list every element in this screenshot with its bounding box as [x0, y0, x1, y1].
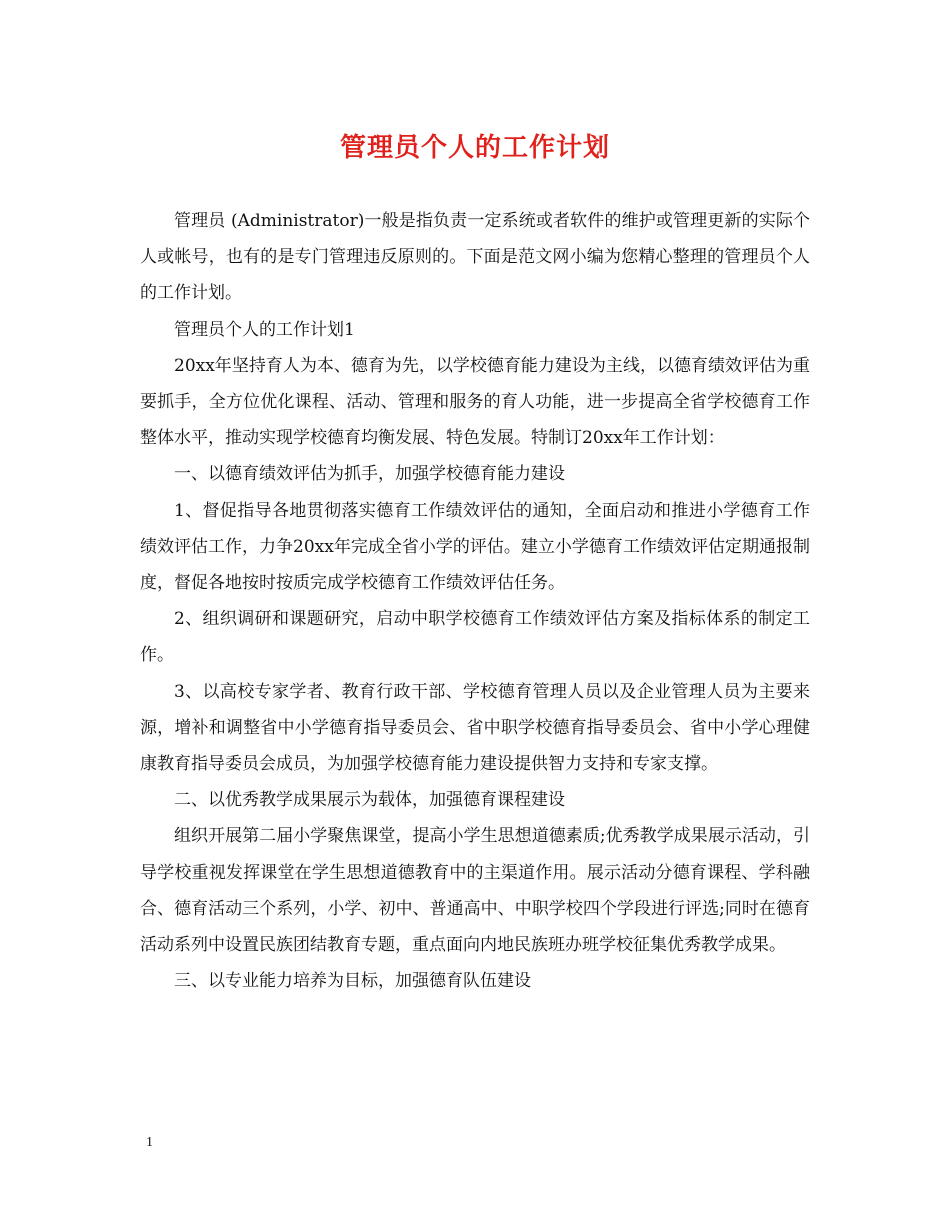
- intro-paragraph: 管理员 (Administrator)一般是指负责一定系统或者软件的维护或管理更新的实际个人或帐号，也有的是专门管理违反原则的。下面是范文网小编为您精心整理的管理员个人的工作计划。: [140, 211, 810, 304]
- section-heading-1: 一、以德育绩效评估为抓手，加强学校德育能力建设: [174, 464, 565, 485]
- item-paragraph-1: 1、督促指导各地贯彻落实德育工作绩效评估的通知，全面启动和推进小学德育工作绩效评估工作，力争20xx年完成全省小学的评估。建立小学德育工作绩效评估定期通报制度，督促各地按时按质完成学校德育工作绩效评估任务。: [140, 500, 810, 594]
- item-paragraph-3: 3、以高校专家学者、教育行政干部、学校德育管理人员以及企业管理人员为主要来源，增补和调整省中小学德育指导委员会、省中职学校德育指导委员会、省中小学心理健康教育指导委员会成员，为加强学校德育能力建设提供智力支持和专家支撑。: [140, 681, 810, 775]
- plan-overview-paragraph: 20xx年坚持育人为本、德育为先，以学校德育能力建设为主线，以德育绩效评估为重要抓手，全方位优化课程、活动、管理和服务的育人功能，进一步提高全省学校德育工作整体水平，推动实现学校德育均衡发展、特色发展。特制订20xx年工作计划：: [140, 355, 810, 449]
- page-number: 1: [146, 1135, 153, 1150]
- item-paragraph-2: 2、组织调研和课题研究，启动中职学校德育工作绩效评估方案及指标体系的制定工作。: [140, 609, 810, 666]
- section-heading-3: 三、以专业能力培养为目标，加强德育队伍建设: [174, 971, 531, 992]
- section-2-paragraph: 组织开展第二届小学聚焦课堂，提高小学生思想道德素质;优秀教学成果展示活动，引导学校重视发挥课堂在学生思想道德教育中的主渠道作用。展示活动分德育课程、学科融合、德育活动三个系列，小学、初中、普通高中、中职学校四个学段进行评选;同时在德育活动系列中设置民族团结教育专题，重点面向内地民族班办班学校征集优秀教学成果。: [140, 826, 810, 956]
- document-body: [140, 203, 810, 999]
- plan-heading: 管理员个人的工作计划1: [174, 319, 355, 340]
- section-heading-2: 二、以优秀教学成果展示为载体，加强德育课程建设: [174, 790, 565, 811]
- document-title: 管理员个人的工作计划: [339, 133, 610, 163]
